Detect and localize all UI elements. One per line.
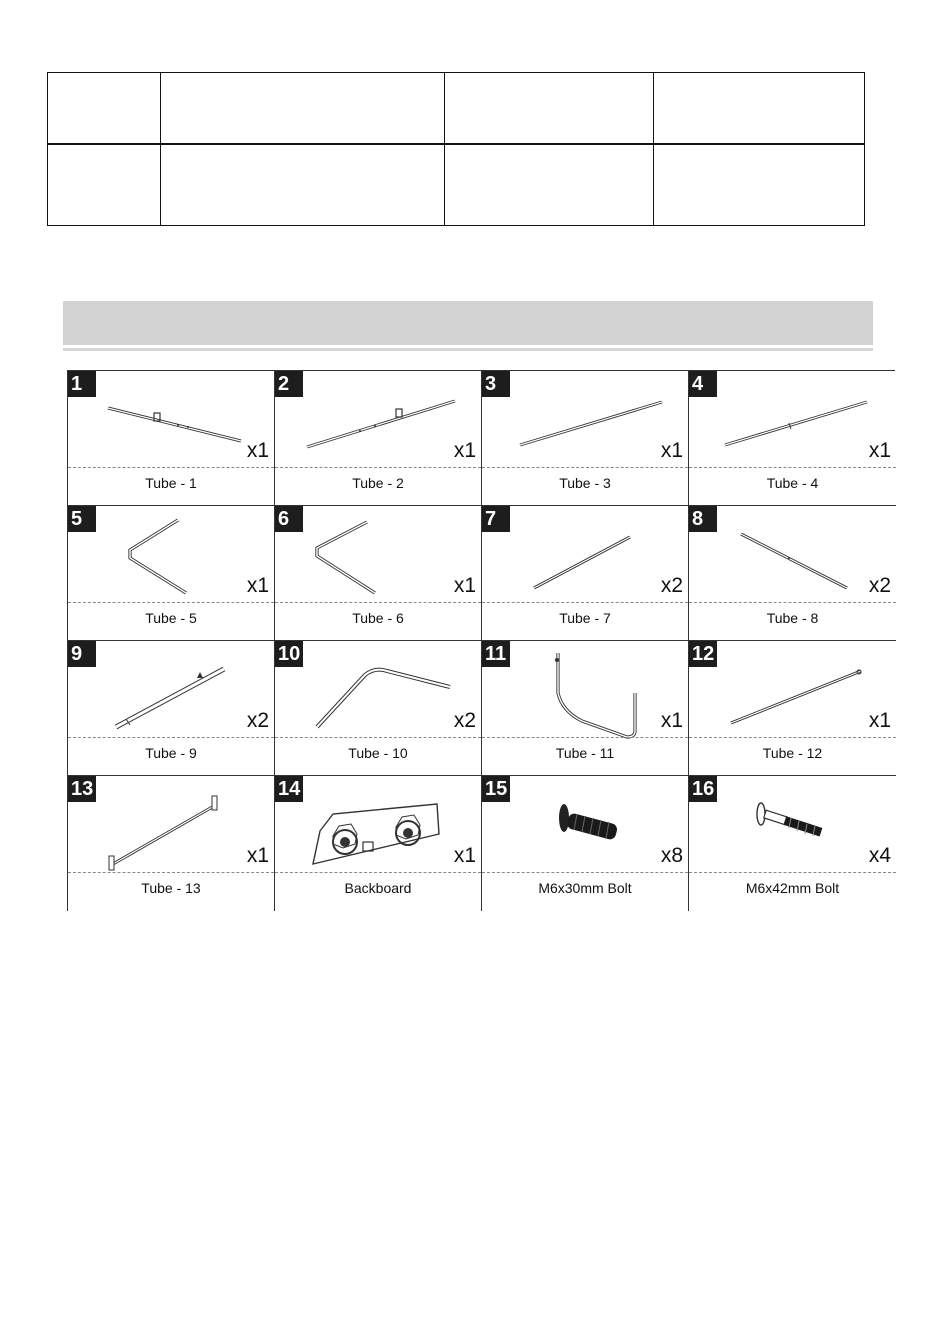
part-card <box>68 506 275 641</box>
spec-table <box>47 72 865 226</box>
part-name: M6x30mm Bolt <box>538 880 632 896</box>
part-number-badge: 8 <box>689 506 717 532</box>
part-name: Tube - 7 <box>559 610 611 626</box>
straight-tube-icon <box>689 506 896 606</box>
part-number-badge: 1 <box>68 371 96 397</box>
part-name: Tube - 13 <box>141 880 201 896</box>
part-name: Tube - 10 <box>348 745 408 761</box>
part-quantity: x1 <box>246 574 269 597</box>
spec-table-cell <box>48 144 161 226</box>
part-name: Tube - 12 <box>762 745 823 761</box>
part-card <box>68 641 275 776</box>
straight-tube-icon <box>689 641 896 741</box>
part-quantity: x1 <box>868 439 891 462</box>
dashed-divider <box>689 872 896 873</box>
part-name: M6x42mm Bolt <box>745 880 840 896</box>
part-quantity: x1 <box>868 709 891 732</box>
part-number-badge: 14 <box>275 776 303 802</box>
dashed-divider <box>689 602 896 603</box>
u-tube-icon <box>482 641 689 741</box>
part-number-badge: 15 <box>482 776 510 802</box>
dashed-divider <box>68 872 274 873</box>
part-number-badge: 11 <box>482 641 510 667</box>
spec-table-cell <box>445 73 654 145</box>
part-card <box>482 776 689 911</box>
spec-table-cell <box>654 73 865 145</box>
part-number-badge: 3 <box>482 371 510 397</box>
dashed-divider <box>68 467 274 468</box>
part-number-badge: 4 <box>689 371 717 397</box>
part-card <box>482 506 689 641</box>
part-card <box>275 776 482 911</box>
part-name: Backboard <box>344 880 412 896</box>
straight-tube-with-bracket-icon <box>275 371 482 471</box>
straight-tube-icon <box>482 371 689 471</box>
part-number-badge: 12 <box>689 641 717 667</box>
dashed-divider <box>275 872 481 873</box>
part-quantity: x2 <box>453 709 476 732</box>
bent-tube-icon <box>68 506 275 606</box>
straight-tube-icon <box>689 371 896 471</box>
section-divider <box>63 348 873 351</box>
dashed-divider <box>482 872 688 873</box>
part-number-badge: 6 <box>275 506 303 532</box>
bolt-icon <box>689 776 896 876</box>
part-quantity: x2 <box>246 709 269 732</box>
dashed-divider <box>482 737 688 738</box>
part-card <box>275 641 482 776</box>
part-card <box>689 641 896 776</box>
dashed-divider <box>275 467 481 468</box>
part-card <box>68 371 275 506</box>
part-quantity: x8 <box>660 844 683 867</box>
straight-tube-icon <box>482 506 689 606</box>
bent-tube-icon <box>275 506 482 606</box>
spec-table-cell <box>48 73 161 145</box>
spec-table-cell <box>654 144 865 226</box>
part-card <box>275 371 482 506</box>
tube-with-plates-icon <box>68 776 275 876</box>
bolt-icon <box>482 776 689 876</box>
part-card <box>689 506 896 641</box>
part-number-badge: 5 <box>68 506 96 532</box>
spec-table-cell <box>161 73 445 145</box>
part-quantity: x2 <box>660 574 683 597</box>
straight-tube-icon <box>68 641 275 741</box>
part-name: Tube - 3 <box>559 475 611 491</box>
parts-grid <box>67 370 895 911</box>
spec-table-header-row <box>48 73 865 145</box>
straight-tube-with-bracket-icon <box>68 371 275 471</box>
part-number-badge: 13 <box>68 776 96 802</box>
dashed-divider <box>482 467 688 468</box>
spec-table-cell <box>445 144 654 226</box>
part-name: Tube - 8 <box>766 610 819 626</box>
part-card <box>275 506 482 641</box>
dashed-divider <box>68 602 274 603</box>
backboard-icon <box>275 776 482 876</box>
dashed-divider <box>482 602 688 603</box>
part-quantity: x2 <box>868 574 891 597</box>
part-quantity: x1 <box>246 439 269 462</box>
dashed-divider <box>689 737 896 738</box>
part-quantity: x1 <box>660 709 683 732</box>
part-name: Tube - 1 <box>145 475 197 491</box>
part-number-badge: 9 <box>68 641 96 667</box>
section-header-bar <box>63 301 873 345</box>
part-quantity: x1 <box>453 439 476 462</box>
dashed-divider <box>68 737 274 738</box>
dashed-divider <box>275 737 481 738</box>
part-card <box>689 371 896 506</box>
part-name: Tube - 11 <box>555 745 615 761</box>
part-quantity: x1 <box>453 574 476 597</box>
part-quantity: x1 <box>453 844 476 867</box>
spec-table-row <box>48 144 865 226</box>
part-name: Tube - 6 <box>352 610 404 626</box>
dashed-divider <box>689 467 896 468</box>
part-card <box>482 371 689 506</box>
part-name: Tube - 4 <box>766 475 819 491</box>
part-quantity: x1 <box>660 439 683 462</box>
part-number-badge: 2 <box>275 371 303 397</box>
part-number-badge: 7 <box>482 506 510 532</box>
part-name: Tube - 5 <box>145 610 197 626</box>
part-number-badge: 16 <box>689 776 717 802</box>
part-card <box>68 776 275 911</box>
spec-table-cell <box>161 144 445 226</box>
arched-tube-icon <box>275 641 482 741</box>
part-name: Tube - 2 <box>352 475 404 491</box>
part-number-badge: 10 <box>275 641 303 667</box>
part-card <box>482 641 689 776</box>
part-name: Tube - 9 <box>145 745 197 761</box>
part-quantity: x4 <box>868 844 891 867</box>
part-quantity: x1 <box>246 844 269 867</box>
dashed-divider <box>275 602 481 603</box>
part-card <box>689 776 896 911</box>
